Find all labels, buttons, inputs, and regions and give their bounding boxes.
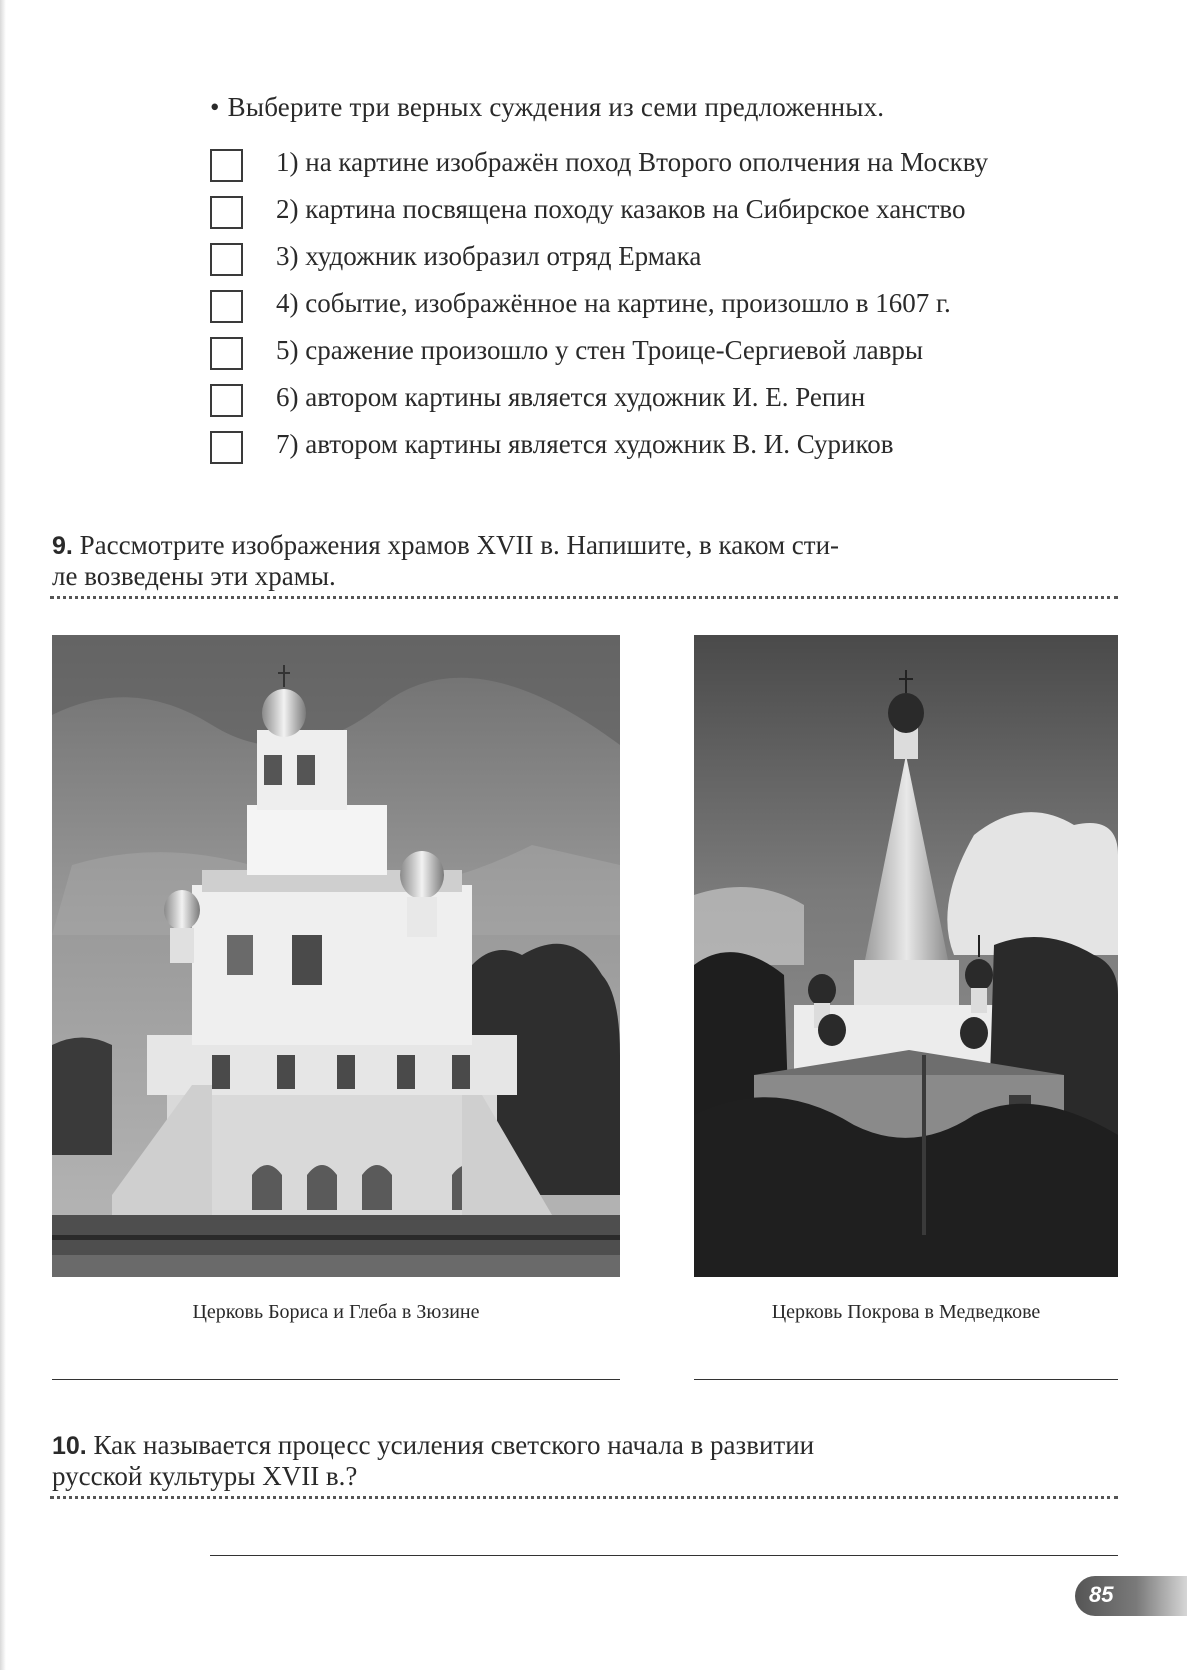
option-text-4: 4) событие, изображённое на картине, произошло в 1607 г. [276, 288, 951, 318]
option-4 [210, 288, 1130, 335]
answer-line-photo-2[interactable] [694, 1379, 1118, 1380]
task-10 [52, 1430, 1117, 1491]
option-text-7: 7) автором картины является художник В. И. Суриков [276, 429, 894, 459]
checkbox-1[interactable] [210, 149, 243, 182]
option-1 [210, 147, 1130, 194]
page-number-tab [1075, 1576, 1187, 1616]
instruction [210, 92, 884, 123]
photo-pokrov-church [694, 635, 1118, 1277]
checkbox-3[interactable] [210, 243, 243, 276]
option-2 [210, 194, 1130, 241]
option-text-3: 3) художник изобразил отряд Ермака [276, 241, 702, 271]
page-edge [0, 0, 6, 1670]
option-6 [210, 382, 1130, 429]
task-9 [52, 530, 1117, 591]
task-10-text-1: Как называется процесс усиления светского начала в развитии [93, 1430, 815, 1460]
caption-pokrov: Церковь Покрова в Медведкове [771, 1301, 1041, 1323]
checkbox-7[interactable] [210, 431, 243, 464]
dotted-separator-9 [50, 596, 1118, 599]
dotted-separator-10 [50, 1496, 1118, 1499]
checkbox-2[interactable] [210, 196, 243, 229]
option-7 [210, 429, 1130, 476]
instruction-text: Выберите три верных суждения из семи предложенных. [227, 92, 885, 122]
page-number: 85 [1089, 1582, 1114, 1607]
caption-boris-gleb: Церковь Бориса и Глеба в Зюзине [192, 1301, 480, 1323]
checkbox-6[interactable] [210, 384, 243, 417]
option-5 [210, 335, 1130, 382]
options-list [210, 147, 1130, 476]
photo-boris-gleb-church [52, 635, 620, 1277]
checkbox-5[interactable] [210, 337, 243, 370]
answer-line-photo-1[interactable] [52, 1379, 620, 1380]
option-text-2: 2) картина посвящена походу казаков на Сибирское ханство [276, 194, 966, 224]
option-text-6: 6) автором картины является художник И. Е. Репин [276, 382, 866, 412]
task-10-line-1 [52, 1430, 1117, 1461]
checkbox-4[interactable] [210, 290, 243, 323]
task-9-line-2: ле возведены эти храмы. [52, 561, 336, 591]
option-3 [210, 241, 1130, 288]
task-10-number: 10. [52, 1432, 87, 1460]
answer-line-task-10[interactable] [210, 1555, 1118, 1556]
task-9-number: 9. [52, 532, 73, 560]
task-10-line-2: русской культуры XVII в.? [52, 1461, 358, 1491]
bullet: • [210, 92, 220, 122]
option-text-5: 5) сражение произошло у стен Троице-Сергиевой лавры [276, 335, 924, 365]
option-text-1: 1) на картине изображён поход Второго ополчения на Москву [276, 147, 989, 177]
task-9-text-1: Рассмотрите изображения храмов XVII в. Напишите, в каком сти- [79, 530, 840, 560]
task-9-line-1 [52, 530, 1117, 561]
